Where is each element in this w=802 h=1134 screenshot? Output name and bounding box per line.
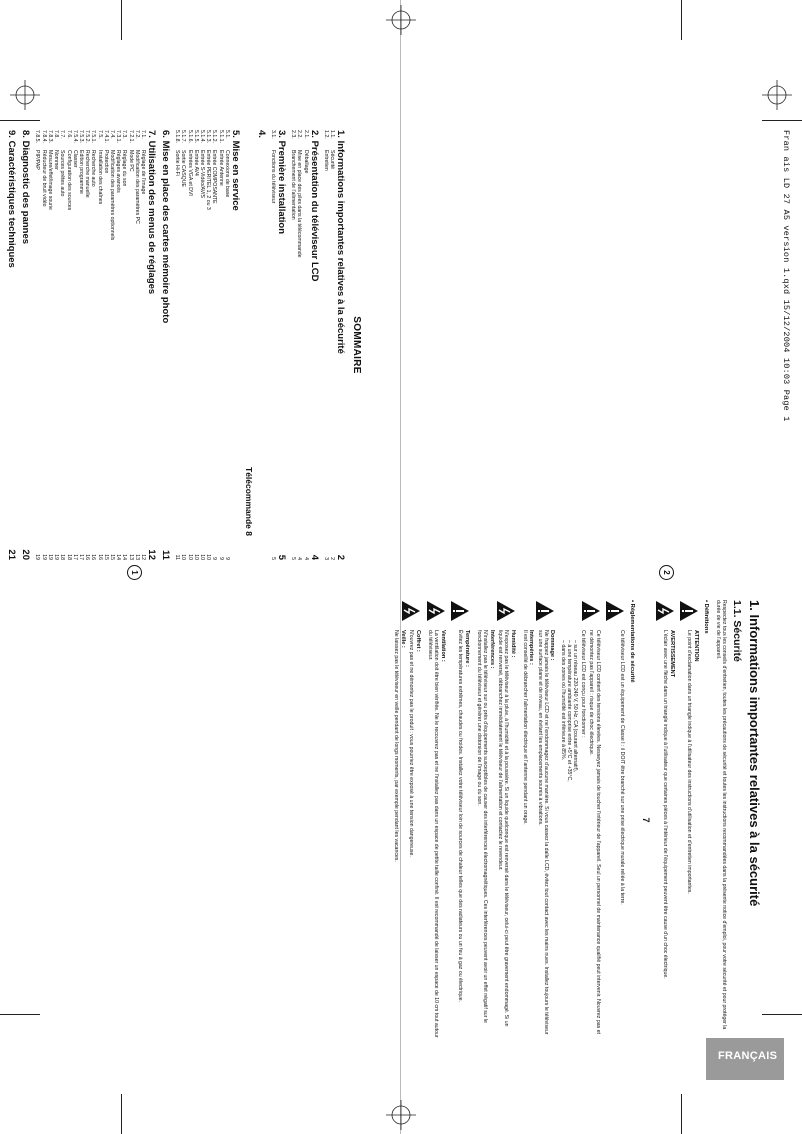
exclamation-triangle-icon	[679, 600, 699, 622]
toc-item-title: Recherche manuelle	[84, 150, 91, 198]
toc-item	[103, 130, 109, 560]
toc-item	[270, 130, 276, 560]
toc-item-page: 10	[192, 554, 199, 560]
toc-item-page: 19	[34, 554, 41, 560]
ventilation-block	[425, 600, 446, 1040]
conditions-intro: Ce téléviseur LCD est conçu pour fonctionner :	[580, 630, 587, 738]
toc-item	[41, 130, 47, 560]
registration-mark-icon	[386, 1100, 416, 1130]
toc-item-num: 7.4.1.	[102, 130, 109, 143]
toc-item	[211, 130, 217, 560]
regulations-text: Ce téléviseur LCD est un équipement de Classe I : il DOIT être branché sur une prise électrique murale reliée à la terre.	[618, 630, 625, 905]
toc-item	[217, 130, 223, 560]
toc-item-title: Installation des chaînes	[96, 150, 103, 205]
damage-label: Dommage :	[549, 630, 556, 661]
humidity-text: N'exposez pas le téléviseur à la pluie, à l'humidité et à la poussière. Si un liquide quelconque est renversé dans le téléviseur, celui-ci peut être gravement endommagé. Si un liquide est renversé, débranchez immédiatement le téléviseur de l'alimentation et contactez le revendeur.	[496, 630, 509, 1027]
toc-section-number: 4.	[255, 130, 267, 138]
weather-label: Intempéries :	[528, 630, 535, 665]
toc-section-number: 8.	[20, 130, 32, 138]
toc-section-title	[6, 130, 17, 536]
toc-item-title: Mode PC	[127, 150, 134, 172]
toc-item-num: 5.1.8.	[174, 130, 181, 143]
toc-item-title: Réglage de l'image	[139, 150, 146, 195]
toc-item-num: 7.5.3.	[77, 130, 84, 143]
condition-item: – dans des zones où l'humidité est inférieure à 85%.	[559, 640, 566, 761]
toc-section-number: 1.	[335, 130, 346, 138]
condition-item-text: sur un réseau 220-240 V, 50 Hz, CA (courant alternatif),	[571, 644, 578, 773]
toc-item-title: Entrées VGA et DVI	[186, 150, 193, 196]
toc-item-title: Configuration des sources	[65, 150, 72, 211]
toc-item-num: 7.8.3.	[46, 130, 53, 143]
toc-item	[186, 130, 192, 560]
registration-mark-icon	[762, 80, 792, 110]
toc-item-num: 7.3.1.	[115, 130, 122, 143]
toc-section-text: Informations importantes relatives à la sécurité	[335, 140, 346, 354]
toc-section-page: 5	[275, 554, 287, 560]
toc-item-num: 7.7.	[59, 130, 66, 139]
print-file-header: Fran ais LD 27 A5 version 1.qxd 15/12/2004 10:03 Page 1	[781, 130, 791, 422]
toc-item-num: 5.1.4.	[198, 130, 205, 143]
toc-section	[6, 130, 17, 560]
toc-item	[90, 130, 96, 560]
toc-item-num: 5.1.	[223, 130, 230, 139]
toc-item	[323, 130, 329, 560]
toc-item-title: Modification des paramètres optionnels	[108, 150, 115, 241]
toc-section-title	[309, 130, 320, 536]
crop-mark	[681, 1094, 682, 1134]
toc-section-text: Mise en place des cartes mémoire photo	[159, 140, 171, 324]
toc-item	[84, 130, 90, 560]
attention-label: ATTENTION	[692, 630, 699, 662]
toc-item-page: 18	[59, 554, 66, 560]
toc-item-page: 12	[139, 554, 146, 560]
toc-item-num: 7.5.4.	[71, 130, 78, 143]
toc-item-num: 3.1.	[269, 130, 276, 139]
toc-item-page: 5	[269, 557, 276, 560]
toc-section-page: 21	[6, 549, 18, 560]
toc-item-page: 14	[115, 554, 122, 560]
toc-item-page: 15	[108, 554, 115, 560]
toc-item	[134, 130, 140, 560]
registration-mark-icon	[10, 80, 40, 110]
toc-section-number: 6.	[159, 130, 171, 138]
toc-item	[59, 130, 65, 560]
toc-remote-label: Télécommande	[243, 467, 254, 529]
toc-item-title: Réducteur de bruit vidéo	[40, 150, 47, 207]
toc-item-title: Sortie CASQUE	[180, 150, 187, 187]
toc-item	[329, 130, 335, 560]
mid-page-number: 7	[640, 817, 651, 823]
toc-item-title: Modification des paramètres PC	[133, 150, 140, 224]
toc-section	[309, 130, 320, 560]
lightning-triangle-icon	[655, 600, 675, 622]
attention-text: Le point d'exclamation dans un triangle indique à l'utilisateur des instructions d'utilisation et d'entretien importantes.	[686, 630, 692, 894]
toc-item	[127, 130, 133, 560]
toc-item-page: 4	[302, 557, 309, 560]
right-page-number: 2	[659, 565, 674, 580]
toc-item	[296, 130, 302, 560]
toc-section-page	[256, 536, 267, 560]
toc-item	[109, 130, 115, 560]
warning-text: L'éclair avec une flèche dans un triangle indique à l'utilisateur que certaines pièces à l'intérieur de l'équipement peuvent être cause d'un choc électrique.	[662, 630, 668, 979]
toc-item	[65, 130, 71, 560]
cabinet-label: Coffret :	[414, 630, 421, 652]
cabinet-block	[391, 600, 421, 1040]
toc-item	[193, 130, 199, 560]
toc-section-title	[160, 130, 171, 536]
toc-section-text: Caractéristiques techniques	[6, 140, 18, 268]
toc-item-num: 5.1.1.	[217, 130, 224, 143]
toc-section-title	[335, 130, 346, 536]
toc-item-num: 2.3.	[290, 130, 297, 139]
damage-block	[520, 600, 556, 1040]
toc-item-page: 10	[205, 554, 212, 560]
toc-item-num: 7.2.	[133, 130, 140, 139]
toc-section	[256, 130, 267, 560]
weather-text: Il est conseillé de débrancher l'alimentation électrique et l'antenne pendant un orage.	[521, 630, 528, 825]
toc-item-num: 2.2.	[296, 130, 303, 139]
toc-item-page: 5	[290, 557, 297, 560]
toc-item	[290, 130, 296, 560]
toc-item-title: Edition programme	[77, 150, 84, 194]
toc-item-page: 11	[174, 554, 181, 560]
toc-section	[146, 130, 157, 560]
exclamation-triangle-icon	[535, 600, 555, 622]
humidity-block	[474, 600, 516, 1040]
toc-item	[78, 130, 84, 560]
toc-body	[6, 130, 346, 560]
exclamation-triangle-icon	[605, 600, 625, 622]
registration-mark-icon	[386, 5, 416, 35]
condition-item-text: à une température ambiante comprise entre +5°C et +35°C,	[565, 644, 572, 782]
crop-mark	[121, 1094, 122, 1134]
toc-item-title: Réglage du son	[121, 150, 128, 187]
toc-item-page: 13	[133, 554, 140, 560]
toc-item	[174, 130, 180, 560]
toc-item-title: Réglages avancés	[115, 150, 122, 193]
lightning-triangle-icon	[426, 600, 446, 622]
toc-item	[53, 130, 59, 560]
toc-section-page: 2	[335, 554, 346, 560]
toc-item-num: 5.1.2.	[211, 130, 218, 143]
toc-section-number: 2.	[308, 130, 320, 138]
toc-section-number: 3.	[275, 130, 287, 138]
toc-section-text: Utilisation des menus de réglages	[145, 140, 157, 295]
toc-item-title: Sécurité	[329, 150, 335, 170]
toc-item-title: Entretien	[322, 150, 329, 171]
toc-item	[302, 130, 308, 560]
toc-item-num: 7.8.5.	[34, 130, 41, 143]
condition-item: – à une température ambiante comprise entre +5°C et +35°C,	[565, 640, 572, 782]
toc-section-title	[20, 130, 31, 536]
toc-item-num: 5.1.7.	[180, 130, 187, 143]
toc-section-text: Mise en service	[229, 140, 241, 211]
toc-item-title: Sortie Hi-Fi	[174, 150, 181, 176]
interference-text: N'installez pas le téléviseur sur ou près d'équipements susceptibles de causer des interférences électromagnétiques. Ces interférences peuvent avoir un effet négatif sur le fonctionnement du téléviseur et générer une distorsion de l'image ou du son.	[475, 630, 488, 1023]
table-of-contents	[6, 130, 362, 560]
attention-block	[679, 600, 699, 1040]
toc-item-title: Entrée AV4	[192, 150, 199, 176]
crop-mark	[762, 1014, 802, 1015]
crop-mark	[121, 0, 122, 40]
humidity-label: Humidité :	[509, 630, 516, 658]
toc-item-page: 16	[84, 554, 91, 560]
toc-item-num: 7.3.	[121, 130, 128, 139]
toc-section-text: Diagnostic des pannes	[20, 140, 32, 245]
toc-item-page: 15	[102, 554, 109, 560]
standby-text: Ne laissez pas le téléviseur en veille pendant de longs moments, par exemple pendant les vacances.	[393, 630, 400, 862]
lightning-triangle-icon	[496, 600, 516, 622]
toc-item-num: 7.8.	[53, 130, 60, 139]
toc-item-num: 7.1.	[139, 130, 146, 139]
crop-mark	[0, 1014, 40, 1015]
toc-item-num: 7.5.1.	[90, 130, 97, 143]
toc-item-num: 5.1.3.	[205, 130, 212, 143]
toc-section	[230, 130, 241, 560]
toc-remote-page: 8	[243, 531, 254, 536]
ventilation-text: La ventilation doit être bien vérifiée. Ne le recouvrez pas et ne l'installez pas dans un espace de petite taille confiné. Il est recommandé de laisser un espace de 10 cm tout autour du téléviseur.	[426, 630, 439, 1038]
toc-item-title: Mise en place des piles dans la télécommande	[296, 150, 303, 258]
temperature-text: Évitez les températures extrêmes, chaudes ou froides. Installez votre téléviseur loin de sources de chaleur telles que des radiateurs ou un feu à gaz ou électrique.	[456, 630, 463, 1002]
toc-item-num: 1.1.	[329, 130, 335, 139]
toc-section-number: 5.	[229, 130, 241, 138]
toc-section	[335, 130, 346, 560]
toc-item-page: 9	[223, 557, 230, 560]
toc-title: SOMMAIRE	[351, 316, 362, 374]
toc-item-page: 19	[46, 554, 53, 560]
toc-remote-entry	[244, 130, 254, 536]
toc-item-title: Mesure/effet/image sourie	[46, 150, 53, 210]
cabinet-text: N'ouvrez pas et ne démontez pas le produit : vous pourriez être exposé à une tension dangereuse.	[407, 630, 414, 857]
toc-item-page: 10	[180, 554, 187, 560]
toc-section-text: Première installation	[275, 140, 287, 235]
regulations-block	[605, 600, 625, 1040]
condition-item-text: dans des zones où l'humidité est inférieure à 85%.	[559, 644, 566, 761]
toc-item-title: Protection	[102, 150, 109, 174]
toc-item-page: 13	[127, 554, 134, 560]
standby-label: Veille :	[399, 630, 406, 648]
temperature-label: Température :	[463, 630, 470, 667]
crop-mark	[681, 0, 682, 40]
toc-item-title: Entrée COMPOSANTE	[211, 150, 218, 204]
lightning-triangle-icon	[401, 600, 421, 622]
crop-mark	[762, 120, 802, 121]
toc-section-page: 4	[308, 554, 320, 560]
toc-section	[160, 130, 171, 560]
toc-item-title: Entrée PERITEL 1, 2 ou 3	[205, 150, 212, 210]
toc-section-number: 7.	[145, 130, 157, 138]
language-tab-label: FRANÇAIS	[718, 1050, 778, 1062]
toc-item-title: Entrée Antenne	[217, 150, 224, 186]
definitions-title-text: Définitions	[702, 603, 709, 634]
toc-item-num: 7.8.4.	[40, 130, 47, 143]
left-page-number: 1	[127, 565, 142, 580]
toc-item-page: 19	[53, 554, 60, 560]
toc-item-num: 7.5.	[96, 130, 103, 139]
condition-item: – sur un réseau 220-240 V, 50 Hz, CA (courant alternatif),	[571, 640, 578, 773]
toc-item-num: 7.6.	[65, 130, 72, 139]
toc-item-title: Connexions de base	[223, 150, 230, 198]
definitions-title: • Définitions	[702, 600, 709, 634]
toc-item-num: 5.1.6.	[186, 130, 193, 143]
toc-item	[47, 130, 53, 560]
toc-item-num: 1.2.	[322, 130, 329, 139]
toc-item-page: 16	[96, 554, 103, 560]
toc-item-num: 5.1.5.	[192, 130, 199, 143]
toc-item-title: Branchement de l'alimentation	[290, 150, 297, 220]
toc-section-number: 9.	[6, 130, 18, 138]
toc-section-text: Présentation du téléviseur LCD	[308, 140, 320, 282]
toc-item-page: 10	[186, 554, 193, 560]
exclamation-triangle-icon	[581, 600, 601, 622]
toc-item-title: Fonctions du téléviseur	[269, 150, 276, 204]
toc-item	[121, 130, 127, 560]
toc-item-title: PIP/PAP	[34, 150, 41, 170]
exclamation-triangle-icon	[450, 600, 470, 622]
safety-main-heading: 1. Informations importantes relatives à la sécurité	[747, 600, 762, 907]
toc-item-num: 7.4.	[108, 130, 115, 139]
toc-item-page: 4	[296, 557, 303, 560]
toc-item-title: Déballage	[302, 150, 309, 174]
toc-section-title	[146, 130, 157, 536]
toc-item-page: 18	[65, 554, 72, 560]
regulations-title: • Réglementations de sécurité	[628, 600, 635, 683]
toc-section-title	[276, 130, 287, 536]
toc-item-num: 7.5.2.	[84, 130, 91, 143]
safety-page	[387, 600, 762, 1040]
toc-item-title: Sources prêtes auto	[59, 150, 66, 197]
warning-block	[655, 600, 675, 1040]
regulations-title-text: Réglementations de sécurité	[628, 603, 635, 683]
toc-section	[20, 130, 31, 560]
toc-section-title	[230, 130, 241, 536]
toc-item-title: Classer	[71, 150, 78, 168]
toc-item-page: 10	[198, 554, 205, 560]
interference-label: Interférences :	[488, 630, 495, 669]
toc-section-page: 20	[20, 549, 32, 560]
damage-text: Ne frappez jamais le téléviseur LCD et ne l'endommagez d'aucune manière. Si vous cassez la dalle LCD, évitez tout contact avec les mains nues. Installez toujours le téléviseur sur une surface plane et de niveau, en évitant les emplacements soumis à vibrations.	[536, 630, 549, 1035]
safety-intro: Respectez tous les conseils d'entretien, toutes les précautions de sécurité et toutes les instructions recommandées dans la présente notice d'emploi, pour votre sécurité et pour protéger la durée de vie de l'appareil.	[714, 600, 727, 1030]
toc-item	[224, 130, 230, 560]
toc-item-page: 17	[77, 554, 84, 560]
danger-block	[559, 600, 600, 1040]
toc-section-page: 12	[145, 549, 157, 560]
toc-item	[180, 130, 186, 560]
toc-item-page: 9	[211, 557, 218, 560]
toc-item-page: 16	[90, 554, 97, 560]
toc-section	[276, 130, 287, 560]
toc-item-page: 2	[329, 557, 335, 560]
ventilation-label: Ventilation :	[439, 630, 446, 662]
toc-item-title: Recherche auto	[90, 150, 97, 187]
temperature-block	[450, 600, 470, 1040]
toc-section-page: 11	[159, 549, 171, 560]
toc-item-num: 2.1.	[302, 130, 309, 139]
toc-item-page: 17	[71, 554, 78, 560]
toc-item	[140, 130, 146, 560]
toc-item-page: 19	[40, 554, 47, 560]
danger-text: Ce téléviseur LCD contient des tensions élevées. Nesseyez jamais de toucher l'intérieur de l'appareil. Seul un personnel de maintenance qualifié peut intervenir. Nouvrez pas et ne démontez pas l'appareil : risque de choc électrique.	[588, 630, 601, 1034]
toc-section-page	[230, 536, 241, 560]
toc-item	[96, 130, 102, 560]
toc-item-title: Nommer	[53, 150, 60, 170]
crop-mark	[0, 120, 40, 121]
toc-item	[199, 130, 205, 560]
toc-item-page: 14	[121, 554, 128, 560]
safety-subheading: 1.1. Sécurité	[731, 600, 743, 662]
toc-item	[115, 130, 121, 560]
toc-item	[72, 130, 78, 560]
toc-section-title	[256, 130, 267, 536]
toc-item	[205, 130, 211, 560]
toc-item	[34, 130, 40, 560]
toc-item-page: 9	[217, 557, 224, 560]
toc-item-title: Entrée S-Vidéo/AV/S	[198, 150, 205, 198]
toc-item-num: 7.2.1.	[127, 130, 134, 143]
toc-item-page: 3	[322, 557, 329, 560]
warning-label: AVERTISSEMENT	[668, 630, 675, 678]
